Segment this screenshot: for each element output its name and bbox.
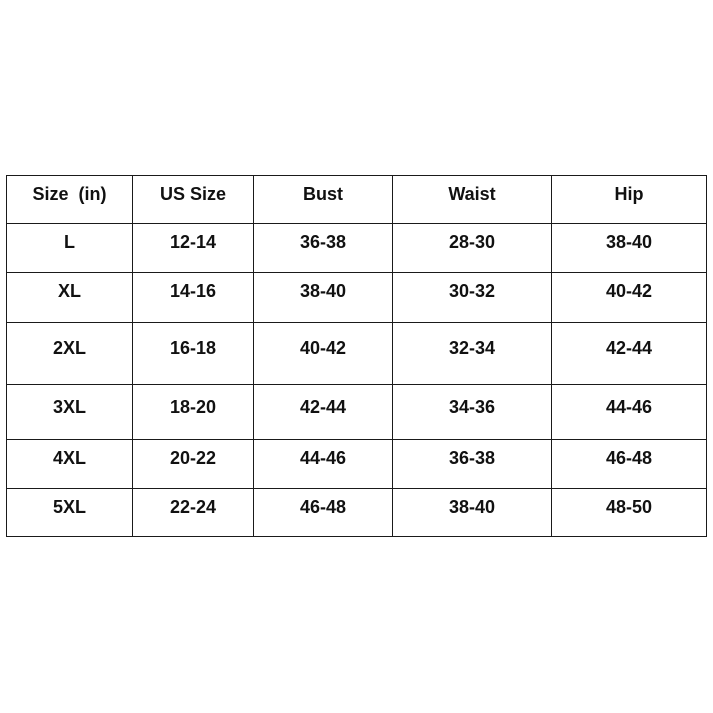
- cell-hip: 46-48: [552, 440, 707, 489]
- cell-size: 2XL: [7, 323, 133, 385]
- size-chart-table: [6, 175, 707, 537]
- cell-bust: 38-40: [254, 273, 393, 323]
- cell-size: 3XL: [7, 385, 133, 440]
- cell-us-size: 14-16: [133, 273, 254, 323]
- cell-size: 4XL: [7, 440, 133, 489]
- cell-bust: 44-46: [254, 440, 393, 489]
- cell-waist: 34-36: [393, 385, 552, 440]
- table-row: [7, 323, 707, 385]
- cell-hip: 48-50: [552, 489, 707, 537]
- cell-us-size: 12-14: [133, 224, 254, 273]
- cell-bust: 36-38: [254, 224, 393, 273]
- cell-size: 5XL: [7, 489, 133, 537]
- cell-hip: 42-44: [552, 323, 707, 385]
- cell-waist: 30-32: [393, 273, 552, 323]
- header-row: [7, 176, 707, 224]
- header-size: Size (in): [7, 176, 133, 224]
- header-us-size: US Size: [133, 176, 254, 224]
- cell-waist: 38-40: [393, 489, 552, 537]
- cell-us-size: 18-20: [133, 385, 254, 440]
- cell-waist: 32-34: [393, 323, 552, 385]
- header-hip: Hip: [552, 176, 707, 224]
- table-row: [7, 273, 707, 323]
- cell-waist: 28-30: [393, 224, 552, 273]
- table-row: [7, 224, 707, 273]
- cell-size: L: [7, 224, 133, 273]
- table-row: [7, 489, 707, 537]
- header-bust: Bust: [254, 176, 393, 224]
- cell-bust: 46-48: [254, 489, 393, 537]
- cell-bust: 42-44: [254, 385, 393, 440]
- cell-size: XL: [7, 273, 133, 323]
- cell-us-size: 16-18: [133, 323, 254, 385]
- cell-hip: 38-40: [552, 224, 707, 273]
- header-waist: Waist: [393, 176, 552, 224]
- cell-hip: 44-46: [552, 385, 707, 440]
- table-row: [7, 385, 707, 440]
- cell-waist: 36-38: [393, 440, 552, 489]
- cell-us-size: 20-22: [133, 440, 254, 489]
- cell-hip: 40-42: [552, 273, 707, 323]
- cell-bust: 40-42: [254, 323, 393, 385]
- cell-us-size: 22-24: [133, 489, 254, 537]
- table-row: [7, 440, 707, 489]
